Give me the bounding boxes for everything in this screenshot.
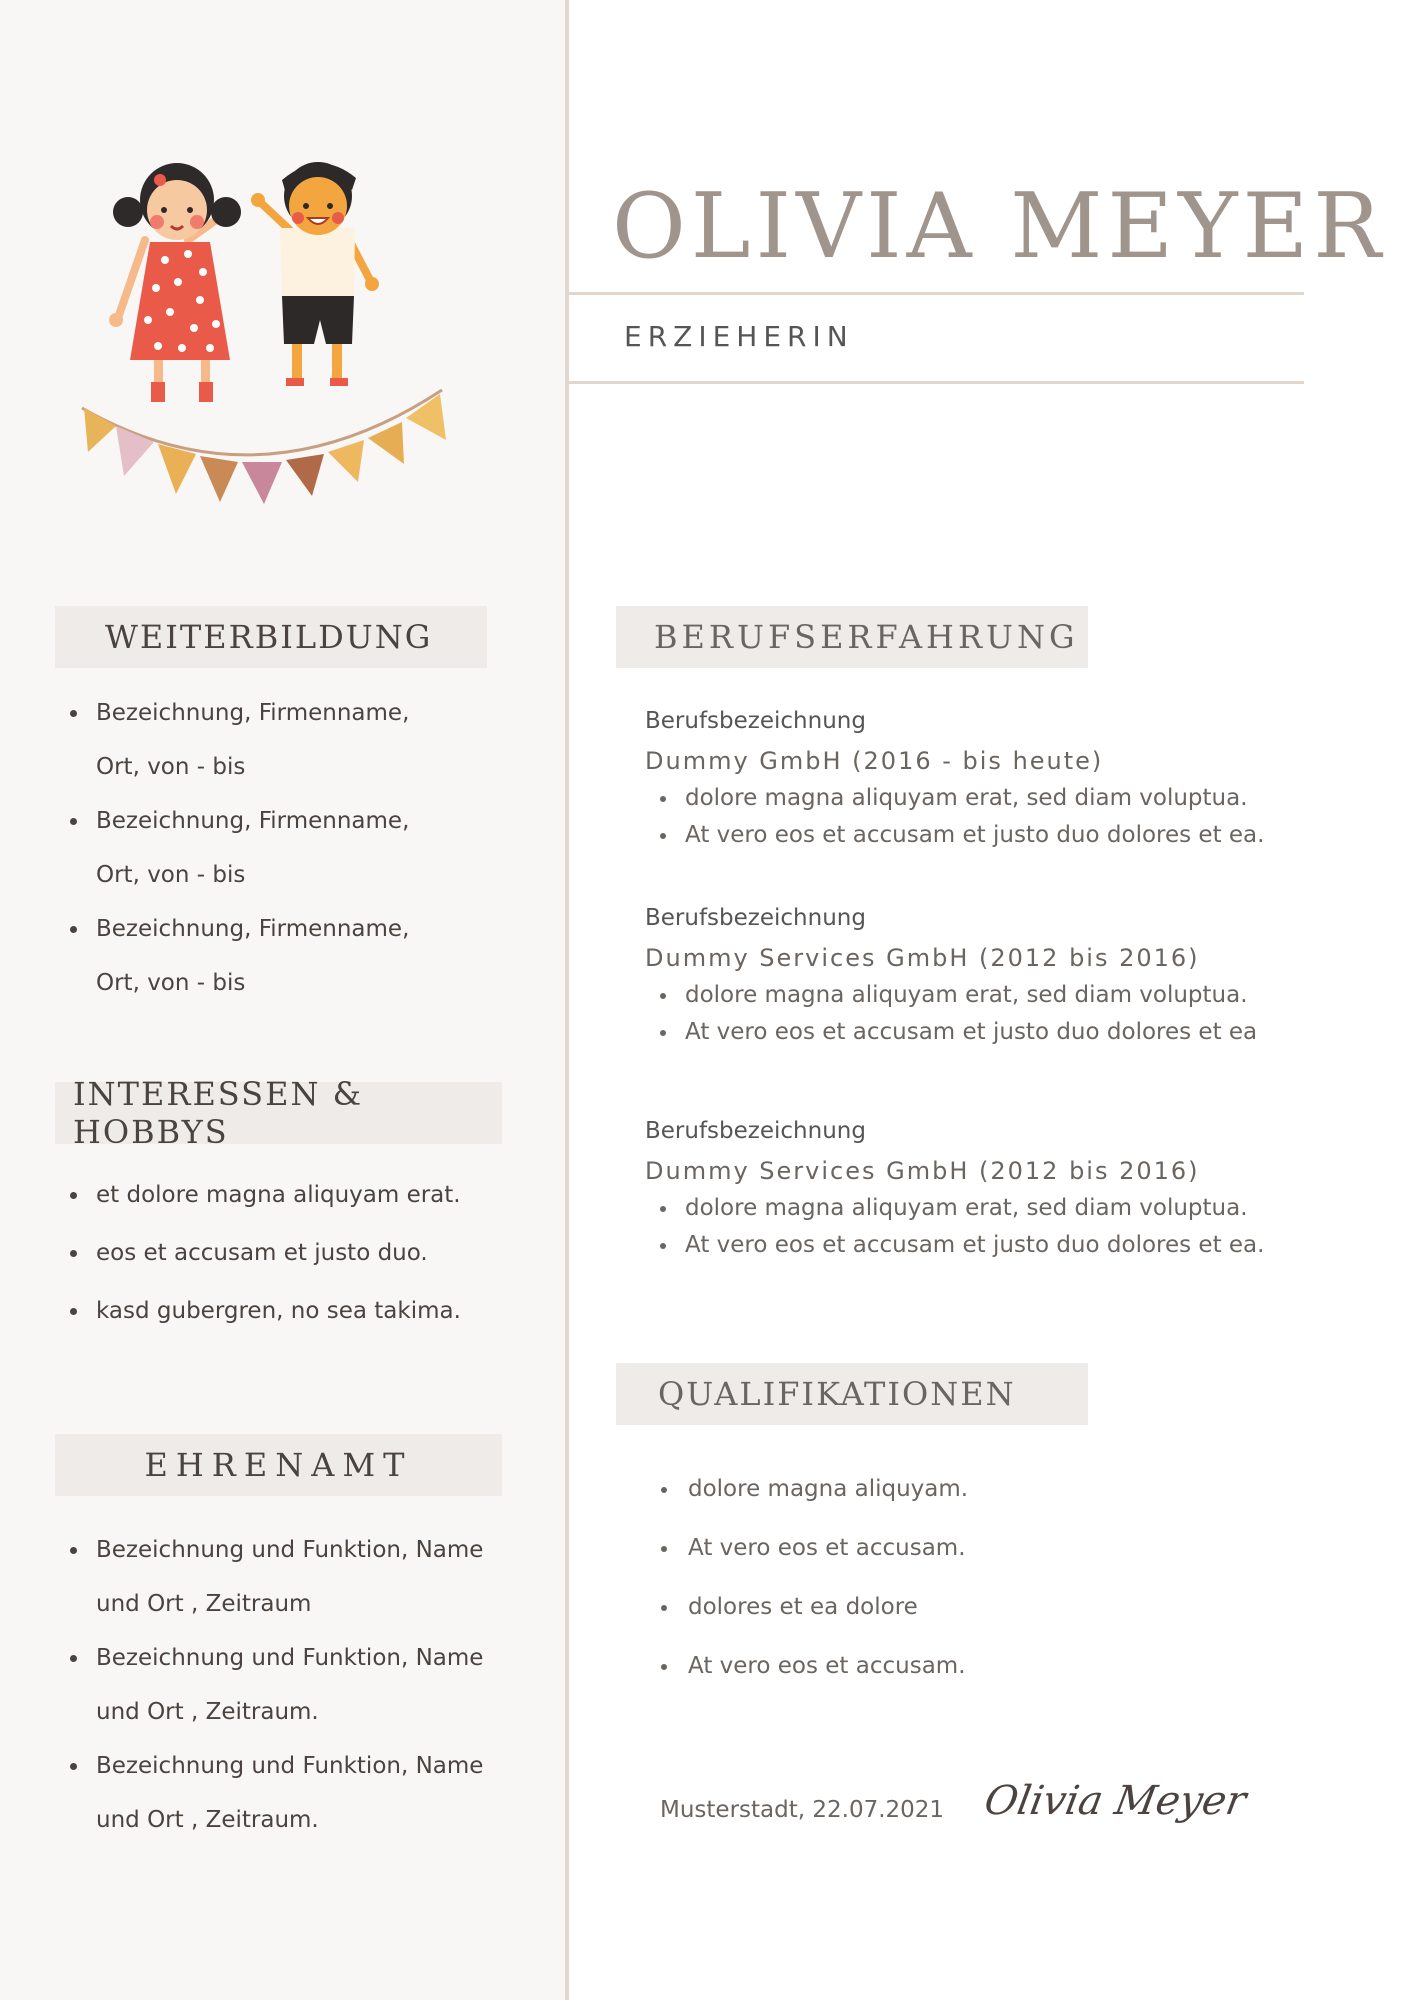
boy-figure (251, 162, 379, 386)
section-title: BERUFSERFAHRUNG (654, 618, 1079, 656)
weiterbildung-list (70, 686, 409, 1010)
list-item: At vero eos et accusam et justo duo dolores et ea (645, 1014, 1325, 1051)
list-item: Bezeichnung und Funktion, Name und Ort , Zeitraum (70, 1523, 483, 1631)
list-item: eos et accusam et justo duo. (70, 1224, 461, 1282)
section-title: INTERESSEN & HOBBYS (73, 1075, 364, 1151)
list-item: dolore magna aliquyam erat, sed diam voluptua. (645, 1190, 1325, 1227)
section-ehrenamt-heading (55, 1434, 502, 1496)
experience-company: Dummy Services GmbH (2012 bis 2016) (645, 944, 1200, 972)
experience-company: Dummy Services GmbH (2012 bis 2016) (645, 1157, 1200, 1185)
signature: Olivia Meyer (980, 1778, 1250, 1824)
header-divider-bottom (566, 381, 1304, 384)
experience-entry-3 (645, 1116, 1325, 1264)
list-item: At vero eos et accusam et justo duo dolores et ea. (645, 817, 1325, 854)
interessen-list (70, 1166, 461, 1340)
list-item: dolores et ea dolore (658, 1578, 968, 1637)
section-qualifikationen-heading (616, 1363, 1088, 1425)
person-name: OLIVIA MEYER (612, 174, 1386, 279)
section-title: QUALIFIKATIONEN (658, 1375, 1016, 1413)
list-item: At vero eos et accusam et justo duo dolores et ea. (645, 1227, 1325, 1264)
list-item: At vero eos et accusam. (658, 1519, 968, 1578)
section-weiterbildung-heading (55, 606, 487, 668)
section-title: EHRENAMT (144, 1446, 413, 1484)
experience-bullets (645, 1190, 1325, 1264)
section-berufserfahrung-heading (616, 606, 1088, 668)
girl-figure (109, 163, 241, 402)
list-item: Bezeichnung, Firmenname, Ort, von - bis (70, 686, 409, 794)
experience-role: Berufsbezeichnung (645, 708, 866, 734)
experience-bullets (645, 780, 1325, 854)
place-date: Musterstadt, 22.07.2021 (660, 1797, 945, 1823)
list-item: kasd gubergren, no sea takima. (70, 1282, 461, 1340)
experience-entry-1 (645, 706, 1325, 854)
list-item: et dolore magna aliquyam erat. (70, 1166, 461, 1224)
list-item: dolore magna aliquyam erat, sed diam voluptua. (645, 780, 1325, 817)
experience-role: Berufsbezeichnung (645, 1118, 866, 1144)
list-item: dolore magna aliquyam erat, sed diam voluptua. (645, 977, 1325, 1014)
qualifikationen-list (658, 1460, 968, 1696)
list-item: At vero eos et accusam. (658, 1637, 968, 1696)
list-item: Bezeichnung, Firmenname, Ort, von - bis (70, 794, 409, 902)
bunting-garland (82, 390, 446, 504)
section-interessen-heading (55, 1075, 502, 1151)
list-item: Bezeichnung, Firmenname, Ort, von - bis (70, 902, 409, 1010)
list-item: Bezeichnung und Funktion, Name und Ort , Zeitraum. (70, 1739, 483, 1847)
list-item: Bezeichnung und Funktion, Name und Ort , Zeitraum. (70, 1631, 483, 1739)
ehrenamt-list (70, 1523, 483, 1847)
experience-role: Berufsbezeichnung (645, 905, 866, 931)
list-item: dolore magna aliquyam. (658, 1460, 968, 1519)
job-title: ERZIEHERIN (624, 320, 854, 353)
section-title: WEITERBILDUNG (105, 618, 433, 656)
experience-bullets (645, 977, 1325, 1051)
header-divider-top (566, 292, 1304, 295)
experience-company: Dummy GmbH (2016 - bis heute) (645, 747, 1104, 775)
experience-entry-2 (645, 903, 1325, 1051)
children-bunting-illustration (70, 150, 500, 530)
